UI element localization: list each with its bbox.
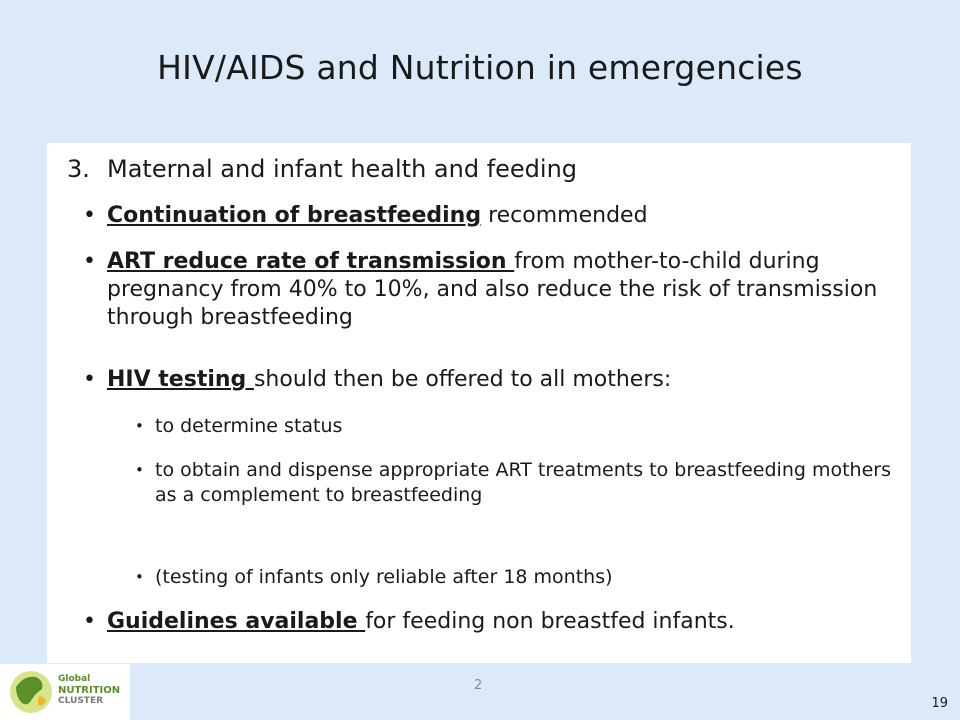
bullet-item xyxy=(83,366,907,394)
bullet-text: recommended xyxy=(481,203,648,228)
footer-page-marker: 2 xyxy=(474,678,483,693)
bullet-item xyxy=(83,608,907,636)
section-number: 3. xyxy=(67,155,90,183)
bullet-item xyxy=(83,202,907,230)
global-nutrition-cluster-logo xyxy=(0,664,130,720)
slide-number: 19 xyxy=(931,696,948,711)
sub-bullet-text: (testing of infants only reliable after 18 months) xyxy=(155,566,613,588)
bullet-emphasis: Continuation of breastfeeding xyxy=(107,203,482,228)
sub-bullet-dot-icon: • xyxy=(135,568,144,586)
globe-icon xyxy=(6,667,56,717)
sub-bullet-dot-icon: • xyxy=(135,417,144,435)
bullet-item xyxy=(83,248,907,332)
logo-text xyxy=(58,674,120,707)
logo-line-2: NUTRITION xyxy=(58,685,121,696)
bullet-emphasis: Guidelines available xyxy=(107,609,366,634)
bullet-emphasis: HIV testing xyxy=(107,367,254,392)
bullet-text: from mother-to-child during pregnancy from 40% to 10%, and also reduce the risk of transmission through breastfeeding xyxy=(107,249,878,330)
bullet-text: should then be offered to all mothers: xyxy=(253,367,672,392)
slide-title: HIV/AIDS and Nutrition in emergencies xyxy=(157,48,803,87)
bullet-text: for feeding non breastfed infants. xyxy=(365,609,735,634)
bullet-dot-icon: • xyxy=(83,367,96,392)
section-heading xyxy=(67,155,577,183)
bullet-emphasis: ART reduce rate of transmission xyxy=(107,249,515,274)
sub-bullet-item xyxy=(135,565,895,590)
sub-bullet-dot-icon: • xyxy=(135,461,144,479)
content-box xyxy=(47,143,911,663)
sub-bullet-text: to determine status xyxy=(155,415,343,437)
bullet-dot-icon: • xyxy=(83,203,96,228)
sub-bullet-item xyxy=(135,414,895,439)
logo-line-1: Global xyxy=(58,674,91,684)
section-heading-text: Maternal and infant health and feeding xyxy=(107,155,578,183)
bullet-dot-icon: • xyxy=(83,249,96,274)
bullet-dot-icon: • xyxy=(83,609,96,634)
sub-bullet-item xyxy=(135,458,895,508)
sub-bullet-text: to obtain and dispense appropriate ART treatments to breastfeeding mothers as a complement to breastfeeding xyxy=(155,459,891,506)
logo-line-3: CLUSTER xyxy=(58,696,104,706)
